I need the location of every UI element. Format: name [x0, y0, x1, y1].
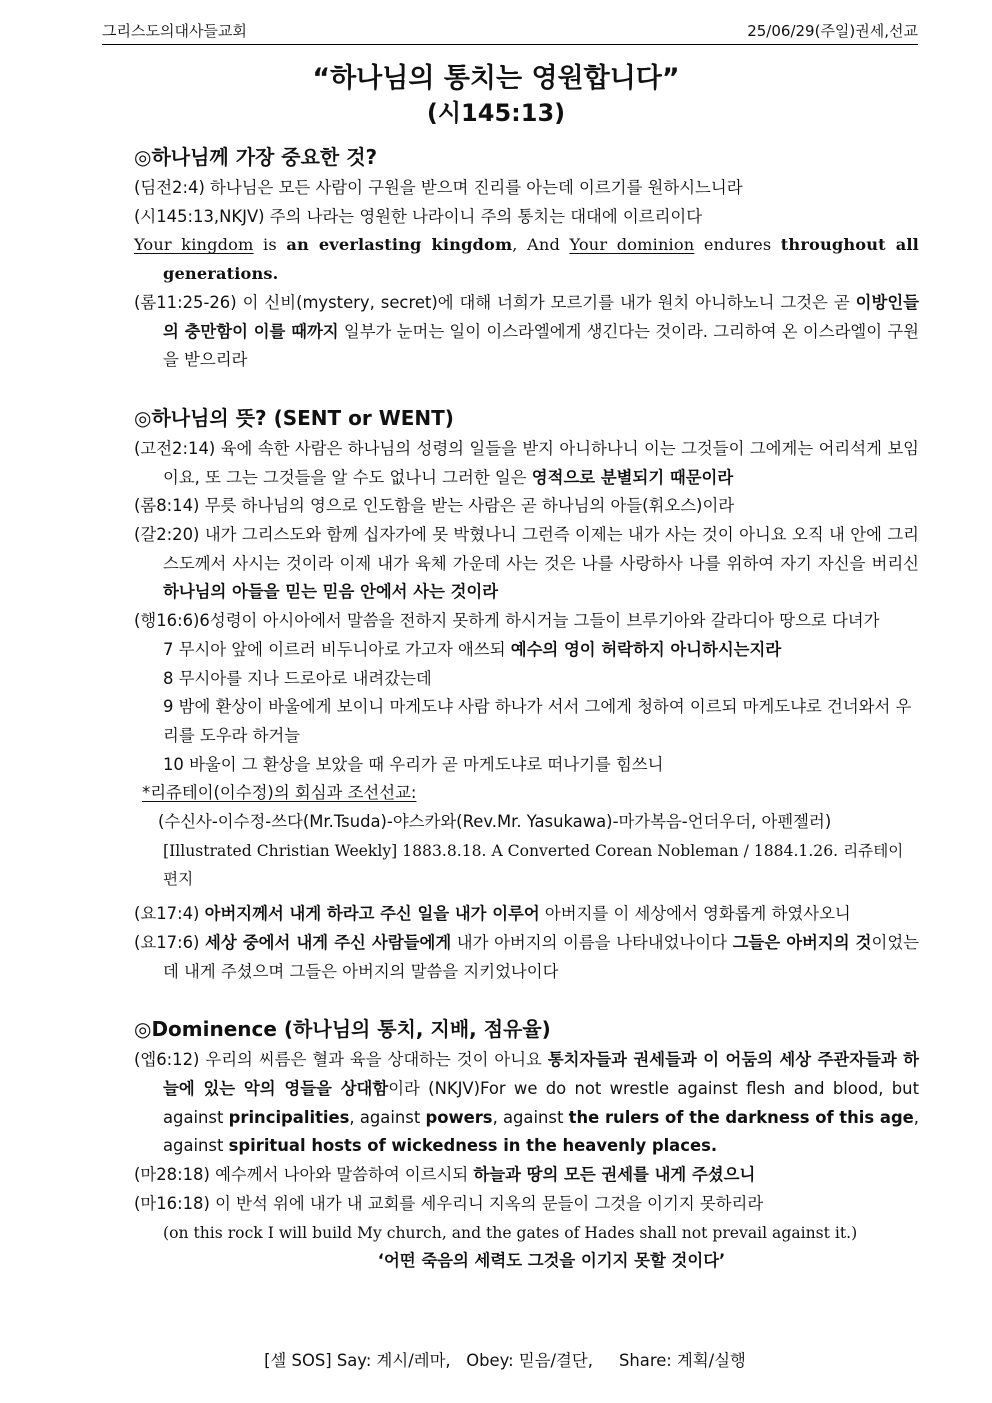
- date-info: 25/06/29(주일)권세,선교: [747, 22, 918, 40]
- verse-acts-16-7: 7 무시아 앞에 이르러 비두니아로 가고자 애쓰되 예수의 영이 허락하지 아니하시는지라: [163, 639, 782, 659]
- cell-sos-footer: [셀 SOS] Say: 계시/레마, Obey: 믿음/결단, Share: 계획/실행: [264, 1351, 746, 1370]
- verse-acts-16-6: (행16:6)6성령이 아시아에서 말씀을 전하지 못하게 하시거늘 그들이 브루기아와 갈라디아 땅으로 다녀가: [134, 611, 880, 631]
- history-note-detail: (수신사-이수정-쓰다(Mr.Tsuda)-야스카와(Rev.Mr. Yasukawa)-마가복음-언더우더, 아펜젤러): [158, 812, 832, 832]
- church-name: 그리스도의대사들교회: [102, 22, 247, 40]
- verse-matt-28-18: (마28:18) 예수께서 나아와 말씀하여 이르시되 하늘과 땅의 모든 권세를 내게 주셨으니: [134, 1165, 756, 1185]
- verse-ps-145-13-english: Your kingdom is an everlasting kingdom, And Your dominion endures throughout all generations.: [134, 235, 919, 284]
- verse-1tim-2-4: (딤전2:4) 하나님은 모든 사람이 구원을 받으며 진리를 아는데 이르기를 원하시느니라: [134, 178, 743, 197]
- verse-rom-11-25: (롬11:25-26) 이 신비(mystery, secret)에 대해 너희가 모르기를 내가 원치 아니하노니 그것은 곧 이방인들의 충만함이 이를 때까지 일부가 눈머는 일이 이스라엘에게 생긴다는 것이라. 그리하여 온 이스라엘이 구원을 받으리라: [134, 292, 919, 370]
- verse-matt-16-18-quote: ‘어떤 죽음의 세력도 그것을 이기지 못할 것이다’: [377, 1251, 726, 1271]
- verse-gal-2-20: (갈2:20) 내가 그리스도와 함께 십자가에 못 박혔나니 그런즉 이제는 내가 사는 것이 아니요 오직 내 안에 그리스도께서 사시는 것이라 이제 내가 육체 가운데 사는 것은 나를 사랑하사 나를 위하여 자기 자신을 버리신 하나님의 아들을 믿는 믿음 안에서 사는 것이라: [134, 525, 919, 602]
- verse-ps-145-13: (시145:13,NKJV) 주의 나라는 영원한 나라이니 주의 통치는 대대에 이르리이다: [134, 206, 703, 226]
- verse-1cor-2-14: (고전2:14) 육에 속한 사람은 하나님의 성령의 일들을 받지 아니하나니 이는 그것들이 그에게는 어리석게 보임이요, 또 그는 그것들을 알 수도 없나니 그러한 일은 영적으로 분별되기 때문이라: [134, 438, 919, 487]
- verse-acts-16-8: 8 무시아를 지나 드로아로 내려갔는데: [163, 668, 432, 688]
- verse-matt-16-18: (마16:18) 이 반석 위에 내가 내 교회를 세우리니 지옥의 문들이 그것을 이기지 못하리라: [134, 1193, 764, 1213]
- verse-acts-16-10: 10 바울이 그 환상을 보았을 때 우리가 곧 마게도냐로 떠나기를 힘쓰니: [163, 754, 664, 774]
- verse-matt-16-18-english: (on this rock I will build My church, and the gates of Hades shall not prevail against it.): [163, 1223, 858, 1242]
- verse-john-17-6: (요17:6) 세상 중에서 내게 주신 사람들에게 내가 아버지의 이름을 나타내었나이다 그들은 아버지의 것이었는데 내게 주셨으며 그들은 아버지의 말씀을 지키었나이다: [134, 932, 919, 981]
- title-reference: (시145:13): [426, 99, 566, 127]
- section-heading-3: ◎Dominence (하나님의 통치, 지배, 점유율): [134, 1017, 551, 1042]
- verse-john-17-4: (요17:4) 아버지께서 내게 하라고 주신 일을 내가 이루어 아버지를 이 세상에서 영화롭게 하였사오니: [134, 904, 851, 924]
- section-heading-1: ◎하나님께 가장 중요한 것?: [134, 145, 378, 169]
- history-note-title: *리쥬테이(이수정)의 회심과 조선선교:: [142, 783, 417, 803]
- verse-acts-16-9: 9 밤에 환상이 바울에게 보이니 마게도냐 사람 하나가 서서 그에게 청하여 이르되 마게도냐로 건너와서 우리를 도우라 하거늘: [163, 697, 912, 745]
- page-header: [102, 20, 918, 45]
- verse-rom-8-14: (롬8:14) 무릇 하나님의 영으로 인도함을 받는 사람은 곧 하나님의 아들(휘오스)이라: [134, 496, 735, 516]
- section-heading-2: ◎하나님의 뜻? (SENT or WENT): [134, 405, 454, 430]
- sermon-body: [134, 142, 919, 1276]
- history-note-source: [Illustrated Christian Weekly] 1883.8.18. A Converted Corean Nobleman / 1884.1.26. 리쥬테이 편지: [163, 841, 904, 889]
- page-title: “하나님의 통치는 영원합니다”: [312, 63, 680, 94]
- verse-eph-6-12: (엡6:12) 우리의 씨름은 혈과 육을 상대하는 것이 아니요 통치자들과 권세들과 이 어둠의 세상 주관자들과 하늘에 있는 악의 영들을 상대함이라 (NKJV)For we do not wrestle against flesh and blood, but against principalities, against powers, against the rulers of the darkness of this age, against spiritual hosts of wickedness in the heavenly places.: [134, 1050, 920, 1156]
